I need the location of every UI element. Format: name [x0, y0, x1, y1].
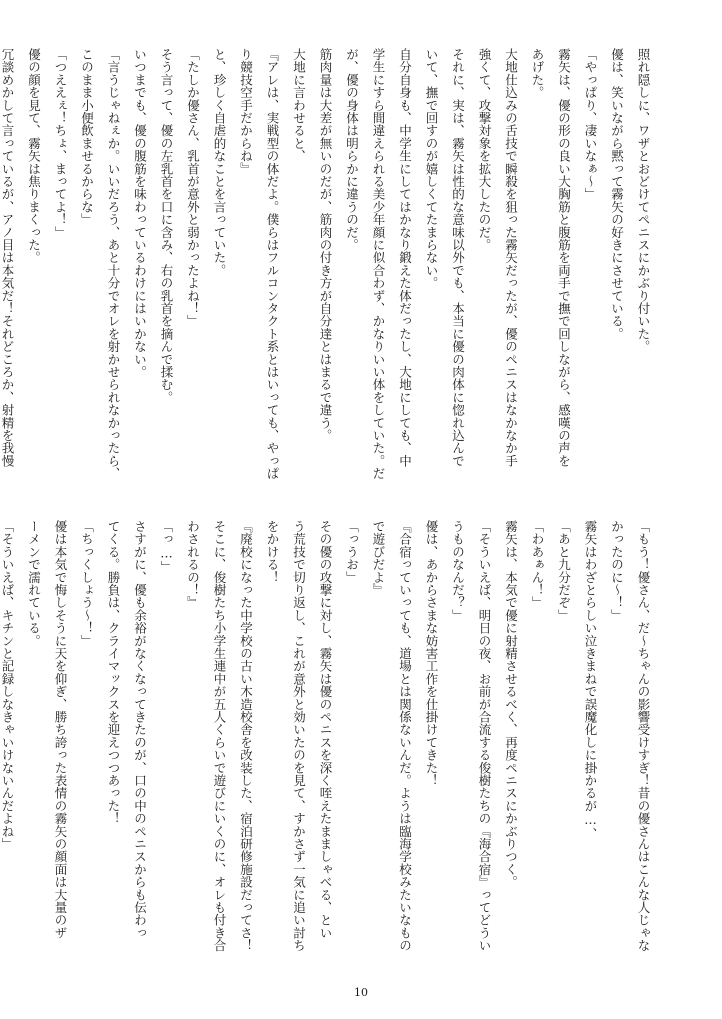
text-line: 「もう！優さん、だ〜ちゃんの影響受けすぎ！昔の優さんはこんな人じゃな: [636, 520, 651, 952]
text-line: 「そういえば、明日の夜、お前が合流する俊樹たちの『海合宿』ってどうい: [477, 520, 492, 952]
text-line: ーメンで濡れている。: [26, 520, 42, 647]
text-line: いて、撫で回すのが嬉しくてたまらない。: [424, 48, 439, 290]
text-line: が、優の身体は明らかに違うのだ。: [344, 48, 360, 252]
text-line: 霧矢はわざとらしい泣きまねで誤魔化しに掛かるが…、: [583, 520, 598, 840]
text-line: 霧矢は、本気で優に射精させるべく、再度ペニスにかぶりつく。: [503, 520, 519, 889]
text-line: 「言うじゃねぇか。いいだろう、あと十分でオレを射かせられなかったら、: [106, 48, 121, 480]
text-line: わされるの！』: [185, 520, 201, 609]
text-line: 「わあぁん！」: [530, 520, 545, 609]
text-line: 大地に言わせると、: [291, 48, 307, 163]
text-line: 「やっぱり、凄いなぁ〜」: [583, 48, 598, 201]
text-line: 「そういえば、キチンと記録しなきゃいけないんだよね」: [0, 520, 15, 851]
text-line: そう言って、優の左乳首を口に含み、右の乳首を摘んで揉む。: [159, 48, 174, 404]
text-line: そこに、俊樹たち小学生連中が五人くらいで遊びにいくのに、オレも付き合: [212, 520, 227, 952]
text-line: 筋肉量は大差が無いのだが、筋肉の付き方が自分達とはまるで違う。: [318, 48, 333, 442]
text-line: 『合宿っていっても、道場とは関係ないんだ。ようは臨海学校みたいなもの: [397, 520, 413, 952]
text-line: 「あと九分だぞ」: [556, 520, 572, 622]
text-line: それに、実は、霧矢は性的な意味以外でも、本当に優の肉体に惚れ込んで: [450, 48, 466, 468]
text-line: 「ちっくしょう〜！」: [79, 520, 95, 647]
lower-text-block: [0, 520, 656, 952]
text-line: 『廃校になった中学校の古い木造校舎を改装した、宿泊研修施設だってさ！: [238, 520, 254, 952]
text-line: 優は、笑いながら黙って霧矢の好きにさせている。: [609, 48, 625, 341]
text-line: 大地仕込みの舌技で瞬殺を狙った霧矢だったが、優のペニスはなかなか手: [503, 48, 519, 468]
text-line: かったのに〜！」: [609, 520, 625, 622]
text-line: 優は、あからさまな妨害工作を仕掛けてきた！: [424, 520, 439, 787]
text-line: をかける！: [265, 520, 280, 584]
text-line: 「たしか優さん、乳首が意外と弱かったよね！」: [185, 48, 201, 328]
text-line: あげた。: [530, 48, 545, 99]
text-line: てくる。勝負は、クライマックスを迎えつつあった！: [106, 520, 121, 825]
text-line: 照れ隠しに、ワザとおどけてペニスにかぶり付いた。: [636, 48, 651, 353]
page-number: 10: [354, 986, 368, 999]
text-line: 「つええぇ！ちょ、まってよ！」: [53, 48, 68, 239]
text-line: このまま小便飲ませるからな」: [79, 48, 95, 226]
text-line: 優は本気で悔しそうに天を仰ぎ、勝ち誇った表情の霧矢の顔面は大量のザ: [53, 520, 68, 940]
text-line: その優の攻撃に対し、霧矢は優のペニスを深く咥えたまましゃべる、とい: [318, 520, 333, 940]
text-line: いつまでも、優の腹筋を味わっているわけにはいかない。: [132, 48, 148, 379]
text-line: 冗談めかして言っているが、アノ目は本気だ！それどころか、射精を我慢: [0, 48, 15, 468]
text-line: 学生にすら間違えられる美少年顔に似合わず、かなりいい体をしていた。だ: [371, 48, 386, 480]
text-line: 優の顔を見て、霧矢は焦りまくった。: [26, 48, 42, 264]
text-line: と、珍しく自虐的なことを言っていた。: [212, 48, 227, 277]
text-line: 霧矢は、優の形の良い大胸筋と腹筋を両手で撫で回しながら、感嘆の声を: [556, 48, 572, 468]
text-line: り競技空手だからね』: [238, 48, 254, 175]
text-line: 強くて、攻撃対象を拡大したのだ。: [477, 48, 492, 252]
upper-text-block: [0, 48, 656, 480]
text-line: 『アレは、実戦型の体だよ。僕らはフルコンタクト系とはいっても、やっぱ: [265, 48, 280, 480]
text-line: 「っ…」: [159, 520, 174, 574]
text-line: 「っうお」: [344, 520, 360, 584]
text-line: さすがに、優も余裕がなくなってきたのが、口の中のペニスからも伝わっ: [132, 520, 148, 940]
text-line: う荒技で切り返し、これが意外と効いたのを見て、すかさず一気に追い討ち: [291, 520, 307, 952]
text-line: 自分自身も、中学生にしてはかなり鍛えた体だったし、大地にしても、中: [397, 48, 413, 468]
text-line: うものなんだ？」: [450, 520, 466, 622]
text-line: で遊びだよ』: [371, 520, 386, 597]
